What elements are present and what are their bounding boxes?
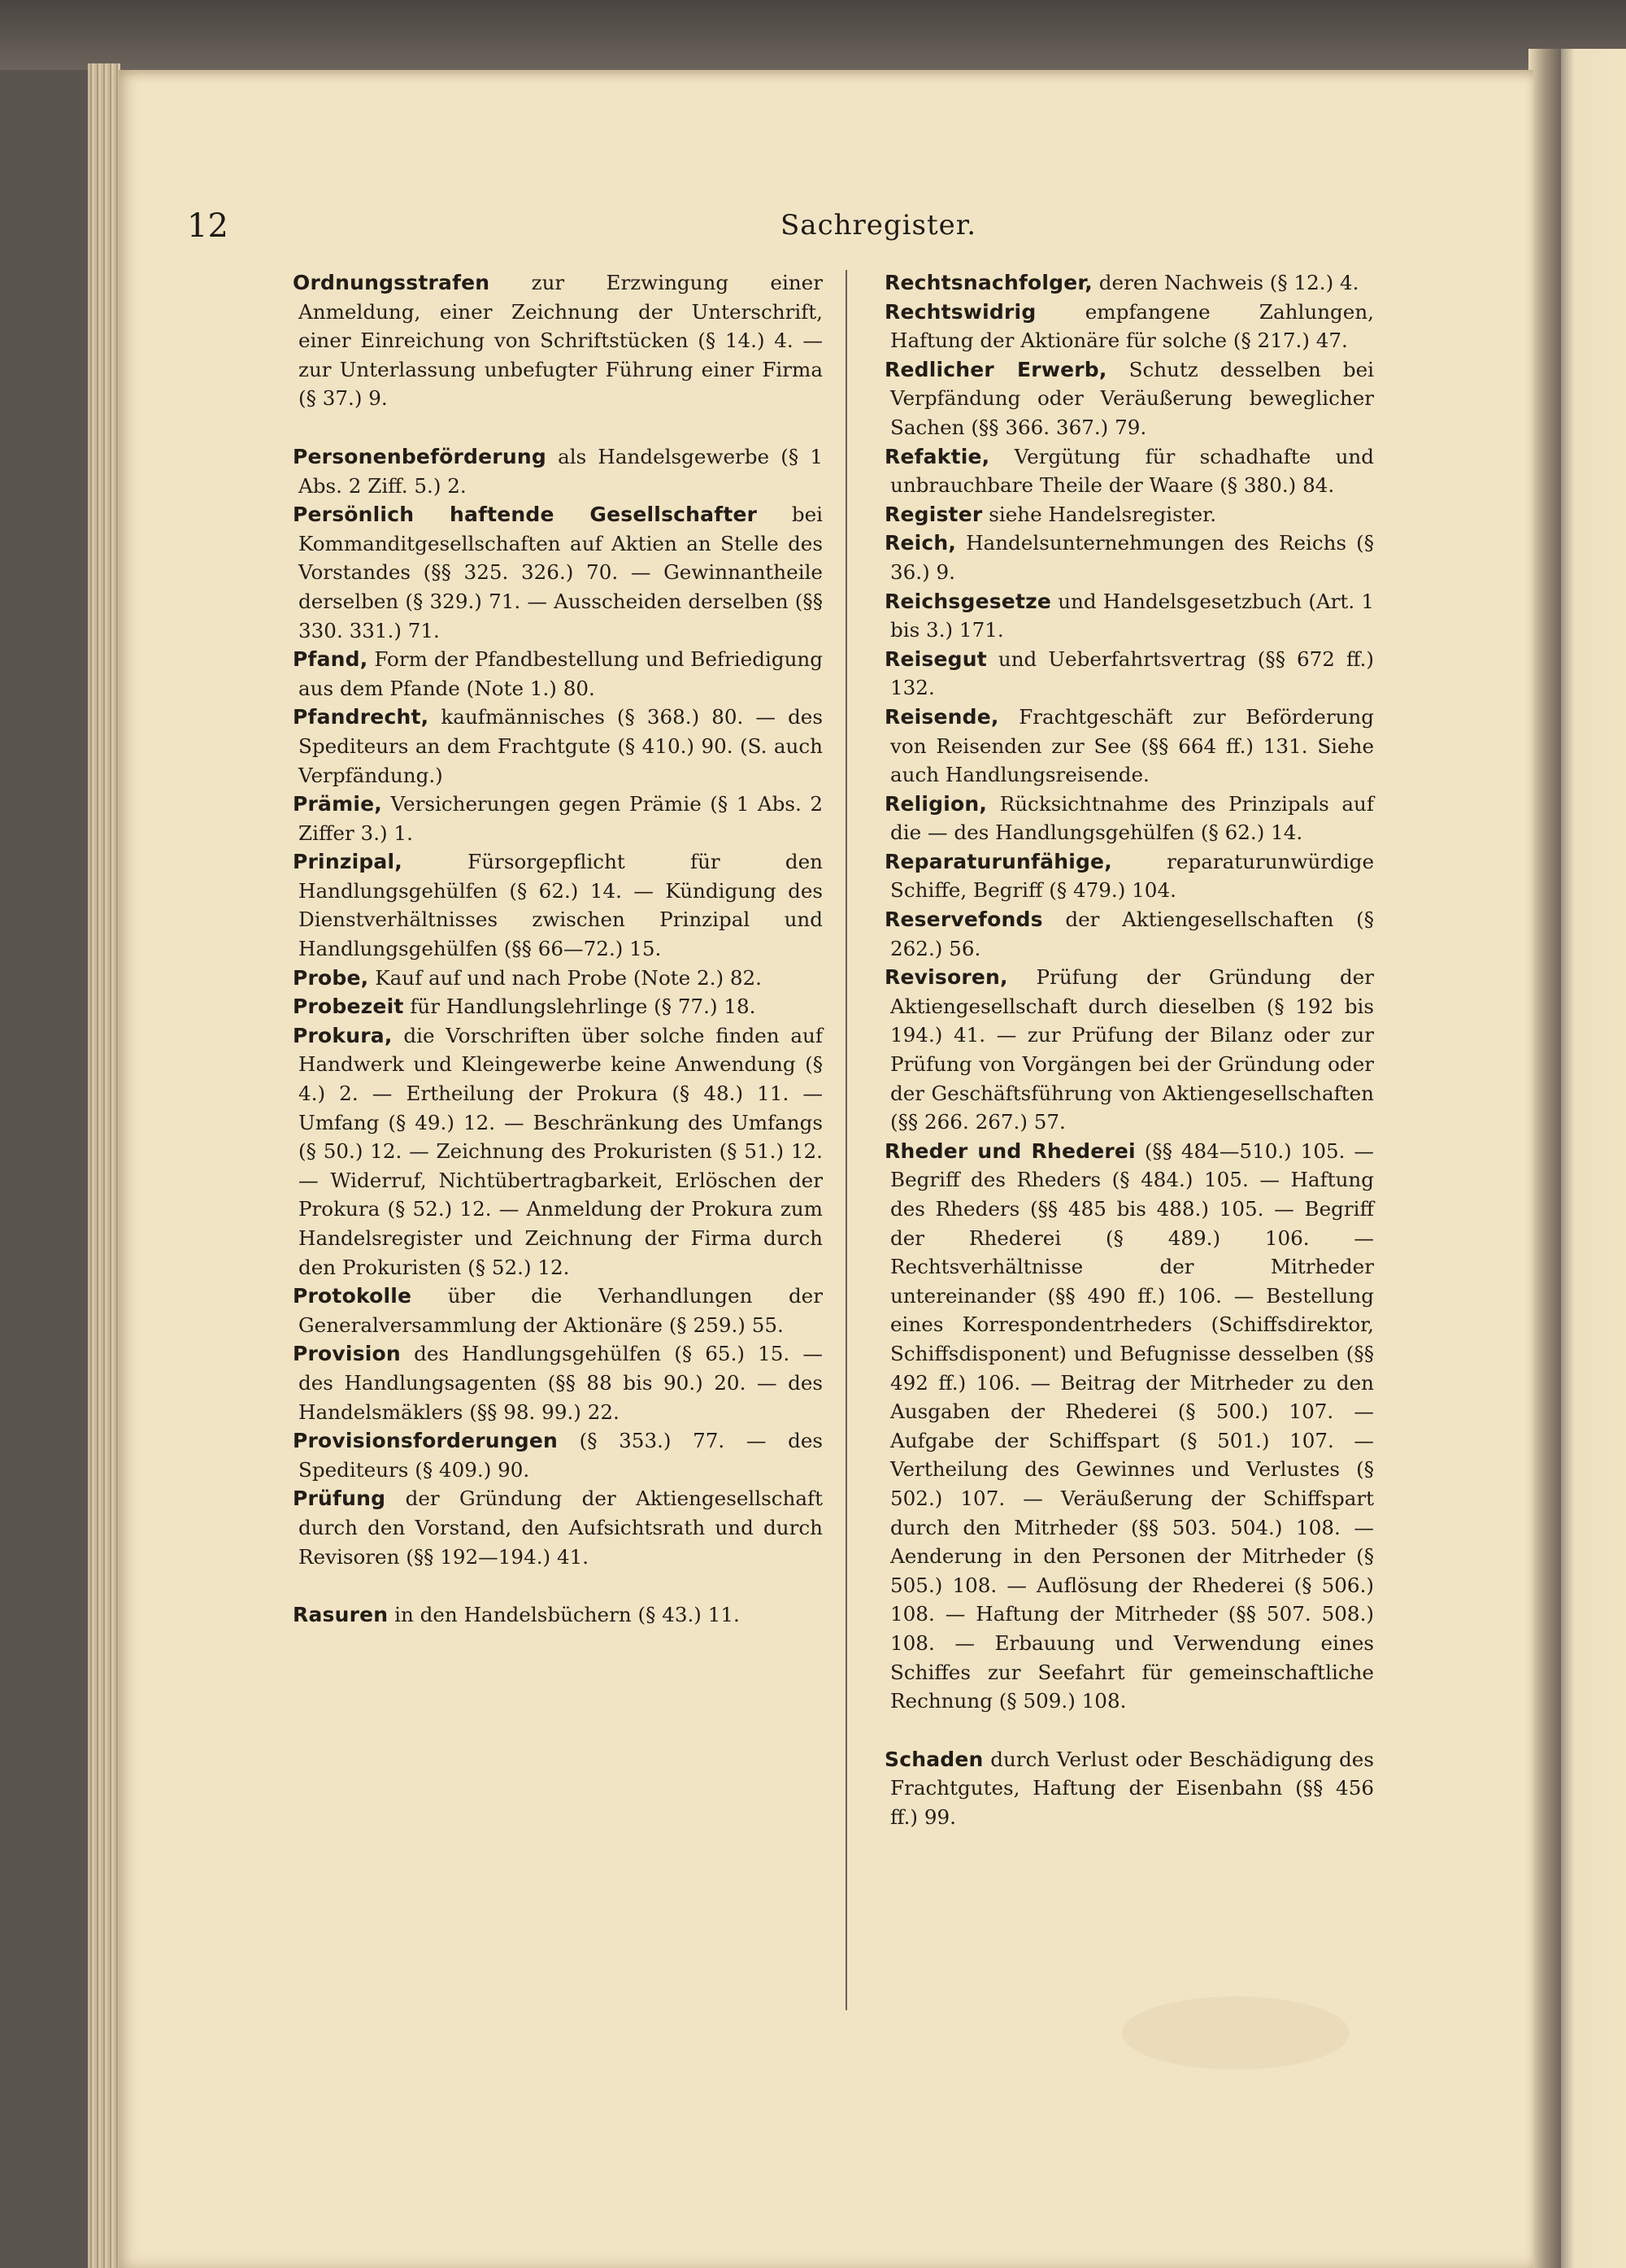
index-entry <box>293 442 823 500</box>
index-entry <box>293 847 823 963</box>
index-term: Protokolle <box>293 1284 412 1308</box>
index-entry <box>293 1021 823 1282</box>
index-term: Probezeit <box>293 995 404 1019</box>
index-text: durch Verlust oder Beschädigung des Frachtgutes, Haftung der Eisenbahn (§§ 456 ff.) 99. <box>890 1747 1374 1829</box>
index-entry <box>293 1600 823 1630</box>
index-term: Provisionsforderungen <box>293 1429 559 1453</box>
index-text: (§ 353.) 77. — des Spediteurs (§ 409.) 90. <box>298 1429 823 1482</box>
index-entry <box>293 703 823 790</box>
index-text: Prüfung der Gründung der Aktiengesellschaft durch dieselben (§ 192 bis 194.) 41. — zur Prüfung der Bilanz oder zur Prüfung von Vorgängen bei der Gründung oder der Geschäftsführung von Aktiengesellschaften (§§ 266. 267.) 57. <box>890 965 1374 1134</box>
index-term: Rechtswidrig <box>885 299 1037 324</box>
index-term: Religion, <box>885 791 988 816</box>
page-number: 12 <box>187 207 228 245</box>
index-text: empfangene Zahlungen, Haftung der Aktionäre für solche (§ 217.) 47. <box>890 299 1374 353</box>
paper-stain <box>1122 1996 1350 2070</box>
index-entry <box>293 1282 823 1339</box>
index-entry <box>885 529 1374 586</box>
index-entry <box>885 645 1374 703</box>
index-entry <box>885 790 1374 847</box>
index-term: Prokura, <box>293 1023 393 1047</box>
index-term: Rechtsnachfolger, <box>885 271 1093 294</box>
index-entry <box>885 703 1374 790</box>
book-gutter <box>1528 49 1561 2268</box>
index-term: Prüfung <box>293 1487 386 1511</box>
index-term: Prämie, <box>293 792 382 816</box>
index-entry <box>885 847 1374 905</box>
index-text: Frachtgeschäft zur Beförderung von Reisenden zur See (§§ 664 ff.) 131. Siehe auch Handlungsreisende. <box>890 704 1374 787</box>
index-term: Redlicher Erwerb, <box>885 357 1107 381</box>
index-term: Reservefonds <box>885 908 1043 932</box>
index-text: zur Erzwingung einer Anmeldung, einer Zeichnung der Unterschrift, einer Einreichung von Schriftstücken (§ 14.) 4. — zur Unterlassung unbefugter Führung einer Firma (§ 37.) 9. <box>298 271 823 411</box>
facing-page-edge <box>1557 49 1626 2268</box>
index-text: deren Nachweis (§ 12.) 4. <box>1092 271 1359 294</box>
index-text: des Handlungsgehülfen (§ 65.) 15. — des Handlungsagenten (§§ 88 bis 90.) 20. — des Handelsmäklers (§§ 98. 99.) 22. <box>298 1342 823 1424</box>
index-term: Schaden <box>885 1747 984 1771</box>
column-divider <box>846 270 847 2010</box>
index-text: reparaturunwürdige Schiffe, Begriff (§ 479.) 104. <box>890 849 1374 903</box>
index-entry <box>293 500 823 645</box>
index-text: die Vorschriften über solche finden auf Handwerk und Kleingewerbe keine Anwendung (§ 4.) 2. — Ertheilung der Prokura (§ 48.) 11. — Umfang (§ 49.) 12. — Beschränkung des Umfangs (§ 50.) 12. — Zeichnung des Prokuristen (§ 51.) 12. — Widerruf, Nichtübertragbarkeit, Erlöschen der Prokura (§ 52.) 12. — Anmeldung der Prokura zum Handelsregister und Zeichnung der Firma durch den Prokuristen (§ 52.) 12. <box>298 1023 823 1279</box>
index-term: Ordnungsstrafen <box>293 271 490 294</box>
index-term: Register <box>885 502 983 526</box>
index-term: Rheder und Rhederei <box>885 1138 1136 1163</box>
index-entry <box>885 963 1374 1137</box>
index-entry <box>885 587 1374 645</box>
index-entry <box>885 298 1374 355</box>
index-entry <box>293 268 823 413</box>
index-term: Revisoren, <box>885 965 1008 990</box>
index-entry <box>293 992 823 1021</box>
index-term: Probe, <box>293 965 369 990</box>
index-text: Kauf auf und nach Probe (Note 2.) 82. <box>368 965 762 990</box>
index-term: Refaktie, <box>885 444 990 468</box>
index-text: Fürsorgepflicht für den Handlungsgehülfen (§ 62.) 14. — Kündigung des Dienstverhältnisses zwischen Prinzipal und Handlungsgehülfen (§§ 66—72.) 15. <box>298 850 823 961</box>
book-cover-edge <box>0 0 1626 70</box>
index-term: Reichsgesetze <box>885 589 1052 613</box>
index-text: der Aktiengesellschaften (§ 262.) 56. <box>890 908 1374 960</box>
index-entry <box>885 1745 1374 1832</box>
index-text: als Handelsgewerbe (§ 1 Abs. 2 Ziff. 5.) 2. <box>298 444 823 498</box>
index-text: Schutz desselben bei Verpfändung oder Veräußerung beweglicher Sachen (§§ 366. 367.) 79. <box>890 357 1374 439</box>
index-text: Versicherungen gegen Prämie (§ 1 Abs. 2 Ziffer 3.) 1. <box>298 792 823 845</box>
page-stack-edge <box>88 63 120 2268</box>
index-entry <box>885 1137 1374 1716</box>
index-entry <box>293 964 823 993</box>
index-text: bei Kommanditgesellschaften auf Aktien an Stelle des Vorstandes (§§ 325. 326.) 70. — Gewinnantheile derselben (§ 329.) 71. — Ausscheiden derselben (§§ 330. 331.) 71. <box>298 503 823 642</box>
index-term: Reisegut <box>885 646 987 671</box>
index-text: kaufmännisches (§ 368.) 80. — des Spediteurs an dem Frachtgute (§ 410.) 90. (S. auch Verpfändung.) <box>298 705 823 787</box>
index-term: Prinzipal, <box>293 850 402 874</box>
index-entry <box>885 500 1374 529</box>
index-term: Pfandrecht, <box>293 705 429 729</box>
index-term: Rasuren <box>293 1603 389 1627</box>
index-entry <box>885 442 1374 500</box>
index-text: für Handlungslehrlinge (§ 77.) 18. <box>403 995 756 1019</box>
index-term: Reparaturunfähige, <box>885 849 1112 873</box>
right-column <box>885 268 1374 1831</box>
index-entry <box>885 905 1374 963</box>
running-head: Sachregister. <box>780 209 977 242</box>
index-term: Reich, <box>885 531 957 555</box>
index-entry <box>885 268 1374 298</box>
index-text: der Gründung der Aktiengesellschaft durch den Vorstand, den Aufsichtsrath und durch Revisoren (§§ 192—194.) 41. <box>298 1487 823 1569</box>
index-entry <box>293 1484 823 1571</box>
index-text: Handelsunternehmungen des Reichs (§ 36.) 9. <box>890 531 1374 584</box>
index-term: Personenbeförderung <box>293 444 546 468</box>
index-text: siehe Handelsregister. <box>982 502 1217 526</box>
index-entry <box>293 1426 823 1484</box>
left-column <box>293 268 823 1630</box>
index-text: Form der Pfandbestellung und Befriedigung aus dem Pfande (Note 1.) 80. <box>298 647 823 700</box>
index-text: und Ueberfahrtsvertrag (§§ 672 ff.) 132. <box>890 646 1374 700</box>
index-entry <box>293 1339 823 1426</box>
index-text: (§§ 484—510.) 105. — Begriff des Rheders (§ 484.) 105. — Haftung des Rheders (§§ 485 bis 488.) 105. — Begriff der Rhederei (§ 489.) 106. — Rechtsverhältnisse der Mitrheder untereinander (§§ 490 ff.) 106. — Bestellung eines Korrespondentrheders (Schiffsdirektor, Schiffsdisponent) und Befugnisse desselben (§§ 492 ff.) 106. — Beitrag der Mitrheder zu den Ausgaben der Rhederei (§ 500.) 107. — Aufgabe der Schiffspart (§ 501.) 107. — Vertheilung des Gewinnes und Verlustes (§ 502.) 107. — Veräußerung der Schiffspart durch den Mitrheder (§§ 503. 504.) 108. — Aenderung in den Personen der Mitrheder (§ 505.) 108. — Auflösung der Rhederei (§ 506.) 108. — Haftung der Mitrheder (§§ 507. 508.) 108. — Erbauung und Verwendung eines Schiffes zur Seefahrt für gemeinschaftliche Rechnung (§ 509.) 108. <box>890 1138 1374 1713</box>
index-term: Persönlich haftende Gesellschafter <box>293 503 758 527</box>
index-text: und Handelsgesetzbuch (Art. 1 bis 3.) 171. <box>890 589 1374 642</box>
index-text: Rücksichtnahme des Prinzipals auf die — des Handlungsgehülfen (§ 62.) 14. <box>890 791 1374 845</box>
index-term: Reisende, <box>885 704 999 729</box>
index-text: in den Handelsbüchern (§ 43.) 11. <box>388 1603 740 1627</box>
index-entry <box>293 645 823 703</box>
index-entry <box>885 355 1374 442</box>
index-term: Pfand, <box>293 647 368 672</box>
index-entry <box>293 790 823 847</box>
index-text: Vergütung für schadhafte und unbrauchbare Theile der Waare (§ 380.) 84. <box>890 444 1374 498</box>
index-text: über die Verhandlungen der Generalversammlung der Aktionäre (§ 259.) 55. <box>298 1284 823 1337</box>
index-term: Provision <box>293 1342 401 1366</box>
